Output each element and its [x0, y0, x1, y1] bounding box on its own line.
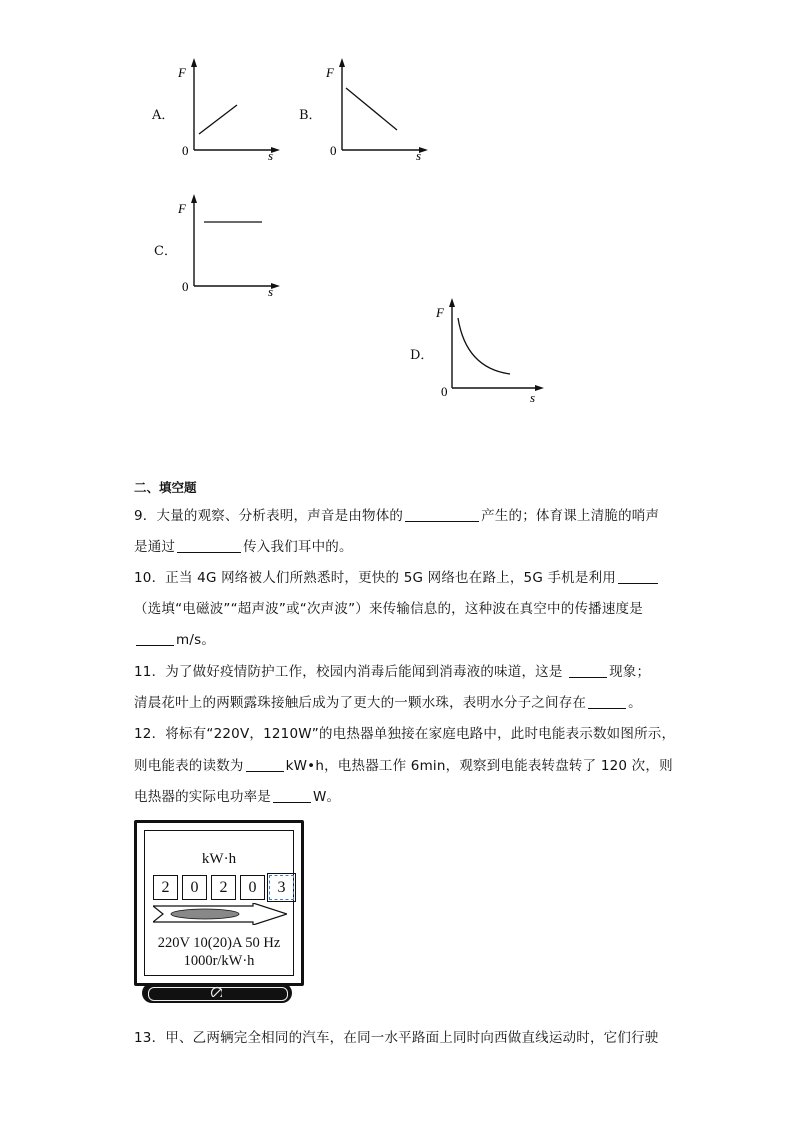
- option-c-y-label: F: [178, 201, 186, 216]
- option-a-graph: [170, 58, 280, 163]
- q11-text-b: 现象；: [609, 664, 651, 680]
- q10-blank-1[interactable]: [618, 569, 658, 584]
- q12-text-a: 12．将标有“220V，1210W”的电热器单独接在家庭电路中，此时电能表示数如图所示，: [134, 726, 676, 742]
- q12-blank-2[interactable]: [273, 788, 311, 803]
- option-a-x-label: s: [268, 148, 274, 163]
- q12-line3: [134, 785, 340, 805]
- q11-line2: [134, 691, 642, 711]
- option-d-y-label: F: [436, 305, 444, 320]
- q10-text-b: （选填“电磁波”“超声波”或“次声波”）来传输信息的，这种波在真空中的传播速度是: [134, 601, 643, 617]
- screw-icon: [210, 985, 222, 997]
- q9-text-b: 产生的；体育课上清脆的哨声: [481, 508, 660, 524]
- q12-line2: [134, 754, 673, 774]
- meter-unit-label: kW·h: [201, 851, 237, 867]
- option-c-label: C．: [154, 244, 177, 259]
- option-a-label: A．: [152, 108, 175, 123]
- meter-body: [134, 820, 304, 986]
- q9-text-a: 9．大量的观察、分析表明，声音是由物体的: [134, 508, 404, 524]
- q11-blank-2[interactable]: [588, 694, 626, 709]
- q12-text-b: 则电能表的读数为: [134, 758, 244, 774]
- section-title: 二、填空题: [134, 480, 197, 495]
- q10-line3: [134, 628, 215, 648]
- option-b-label: B．: [299, 108, 322, 123]
- option-c-x-label: s: [268, 284, 274, 299]
- q9-text-c: 是通过: [134, 539, 176, 555]
- meter-rotation-arrow-icon: [153, 903, 287, 925]
- meter-digits: [153, 875, 294, 900]
- q12-blank-1[interactable]: [246, 757, 284, 772]
- meter-digit-3: 2: [211, 875, 236, 900]
- q11-text-a: 11．为了做好疫情防护工作，校园内消毒后能闻到消毒液的味道，这是: [134, 664, 568, 680]
- meter-digit-1: 2: [153, 875, 178, 900]
- q13-text-a: 13．甲、乙两辆完全相同的汽车，在同一水平路面上同时向西做直线运动时，它们行驶: [134, 1030, 659, 1046]
- q10-text-a: 10．正当 4G 网络被人们所熟悉时，更快的 5G 网络也在路上，5G 手机是利用: [134, 570, 616, 586]
- q9-line2: [134, 535, 353, 555]
- option-a-origin: 0: [182, 143, 189, 158]
- option-b-x-label: s: [416, 148, 422, 163]
- q13-line1: [134, 1026, 658, 1046]
- q12-text-d: 电热器的实际电功率是: [134, 789, 271, 805]
- q12-line1: [134, 722, 675, 742]
- meter-spec-voltage: 220V 10(20)A 50 Hz: [157, 935, 281, 951]
- meter-digit-4: 0: [240, 875, 265, 900]
- meter-digit-5: 3: [269, 875, 294, 900]
- option-b-y-label: F: [326, 65, 334, 80]
- q11-text-d: 。: [628, 695, 642, 711]
- option-c-origin: 0: [182, 279, 189, 294]
- q11-line1: [134, 660, 650, 680]
- meter-spec-revolutions: 1000r/kW·h: [183, 953, 255, 969]
- electric-meter-figure: [134, 820, 302, 1008]
- q11-text-c: 清晨花叶上的两颗露珠接触后成为了更大的一颗水珠，表明水分子之间存在: [134, 695, 587, 711]
- option-c-graph: [170, 194, 280, 299]
- option-a-y-label: F: [178, 65, 186, 80]
- meter-digit-2: 0: [182, 875, 207, 900]
- q11-blank-1[interactable]: [569, 663, 607, 678]
- q12-text-e: W。: [313, 789, 341, 805]
- option-d-origin: 0: [441, 384, 448, 399]
- q9-text-d: 传入我们耳中的。: [243, 539, 353, 555]
- q10-blank-2[interactable]: [136, 631, 174, 646]
- q10-text-c: m/s。: [176, 632, 216, 648]
- q9-blank-1[interactable]: [405, 507, 479, 522]
- q12-text-c: kW•h，电热器工作 6min，观察到电能表转盘转了 120 次，则: [285, 758, 673, 774]
- option-d-x-label: s: [530, 390, 536, 405]
- q10-line2: [134, 597, 643, 617]
- q10-line1: [134, 566, 660, 586]
- option-b-origin: 0: [330, 143, 337, 158]
- meter-base: [142, 983, 292, 1003]
- option-d-label: D．: [410, 348, 434, 363]
- q9-line1: [134, 504, 659, 524]
- q9-blank-2[interactable]: [177, 538, 241, 553]
- option-b-graph: [318, 58, 428, 163]
- option-d-graph: [428, 298, 546, 405]
- meter-panel: [144, 830, 294, 976]
